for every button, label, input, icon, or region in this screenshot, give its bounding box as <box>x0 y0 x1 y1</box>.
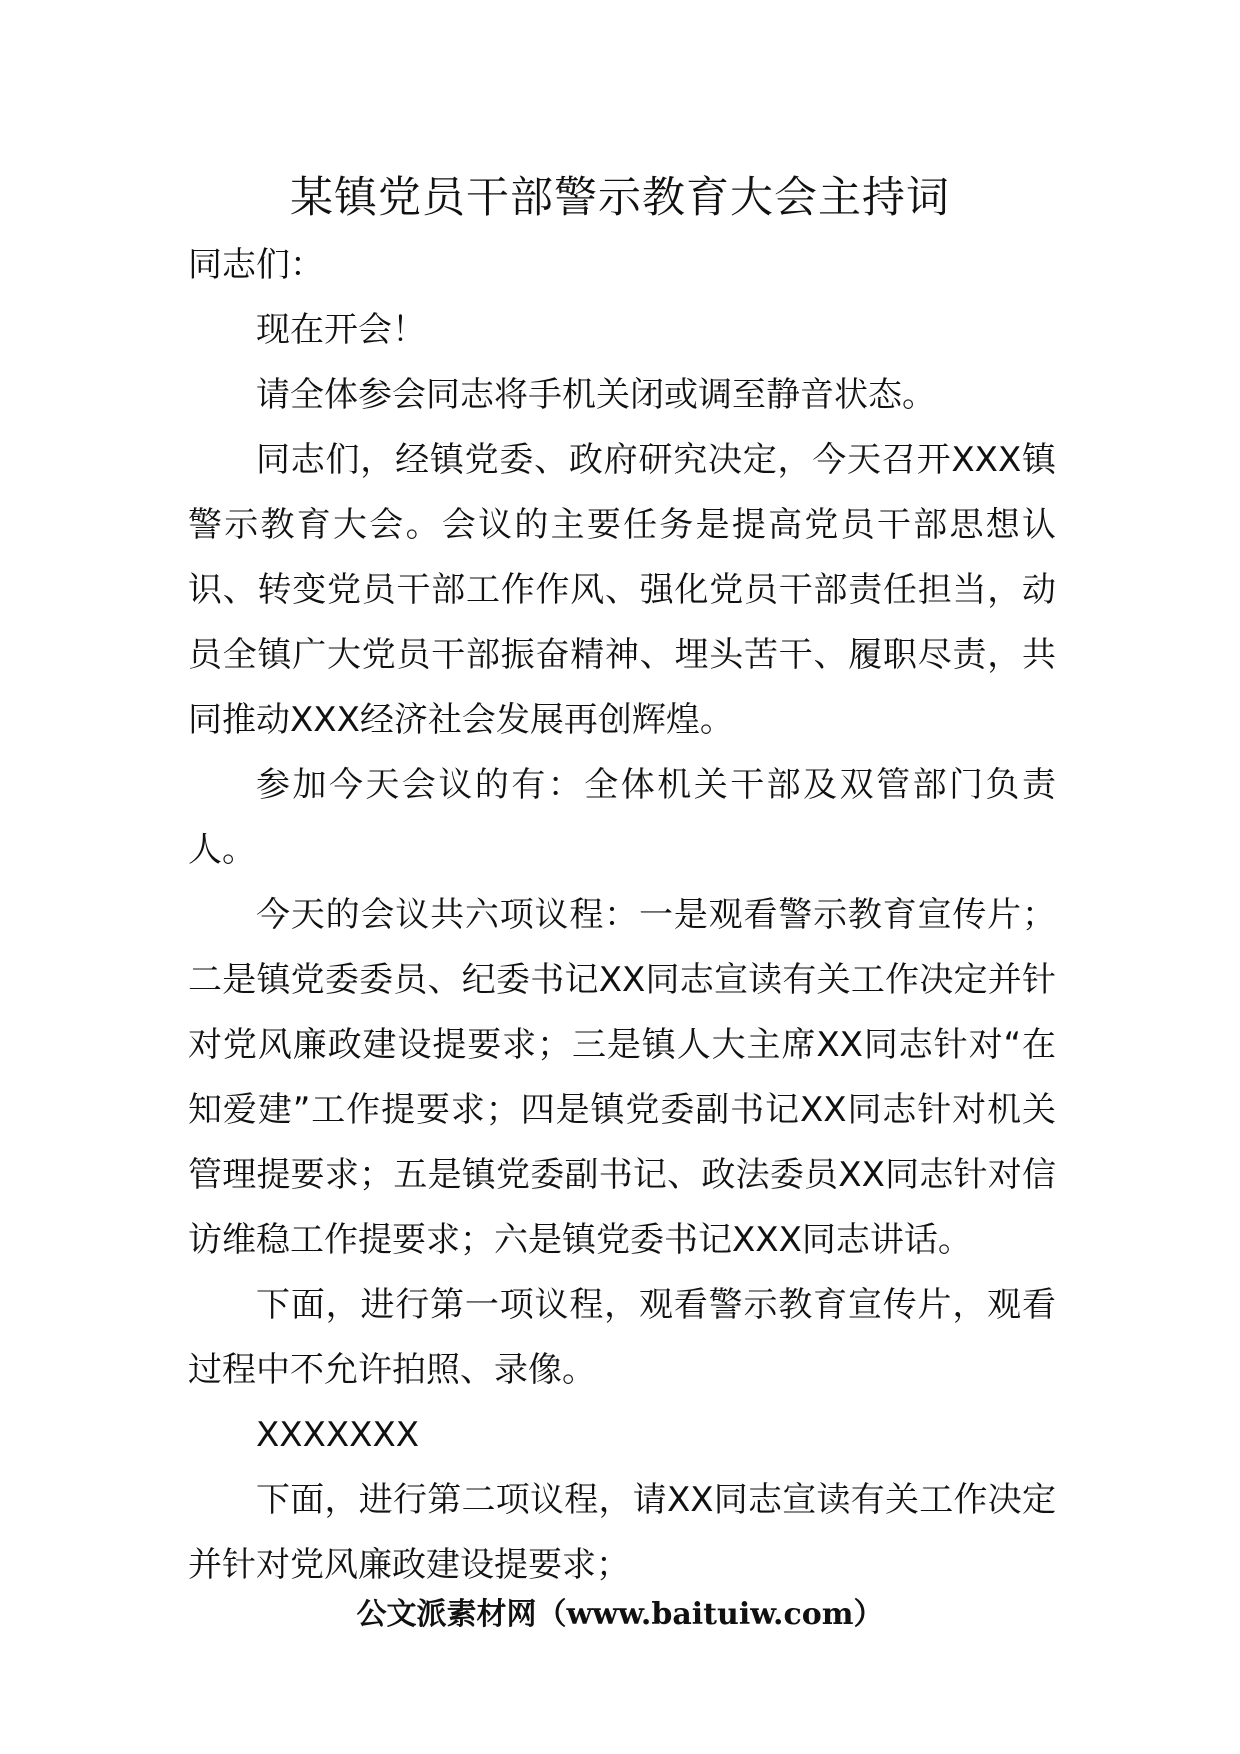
paragraph-attendees: 参加今天会议的有：全体机关干部及双管部门负责人。 <box>188 765 1056 870</box>
paragraph-meeting-purpose: 同志们，经镇党委、政府研究决定，今天召开XXX镇警示教育大会。会议的主要任务是提高党员干部思想认识、转变党员干部工作作风、强化党员干部责任担当，动员全镇广大党员干部振奋精神、埋头苦干、履职尽责，共同推动XXX经济社会发展再创辉煌。 <box>188 440 1056 740</box>
paragraph-open-meeting: 现在开会！ <box>256 310 426 350</box>
salutation: 同志们： <box>188 245 324 285</box>
paragraph-agenda-item-1: 下面，进行第一项议程，观看警示教育宣传片，观看过程中不允许拍照、录像。 <box>188 1285 1056 1390</box>
document-title: 某镇党员干部警示教育大会主持词 <box>290 173 950 223</box>
footer-watermark: 公文派素材网（www.baituiw.com） <box>356 1597 884 1632</box>
document-body <box>188 233 1056 1598</box>
paragraph-placeholder: XXXXXXX <box>256 1415 420 1455</box>
paragraph-phone-notice: 请全体参会同志将手机关闭或调至静音状态。 <box>256 375 936 415</box>
paragraph-agenda: 今天的会议共六项议程：一是观看警示教育宣传片；二是镇党委委员、纪委书记XX同志宣读有关工作决定并针对党风廉政建设提要求；三是镇人大主席XX同志针对“在知爱建”工作提要求；四是镇党委副书记XX同志针对机关管理提要求；五是镇党委副书记、政法委员XX同志针对信访维稳工作提要求；六是镇党委书记XXX同志讲话。 <box>188 895 1056 1260</box>
paragraph-agenda-item-2: 下面，进行第二项议程，请XX同志宣读有关工作决定并针对党风廉政建设提要求； <box>188 1480 1056 1585</box>
